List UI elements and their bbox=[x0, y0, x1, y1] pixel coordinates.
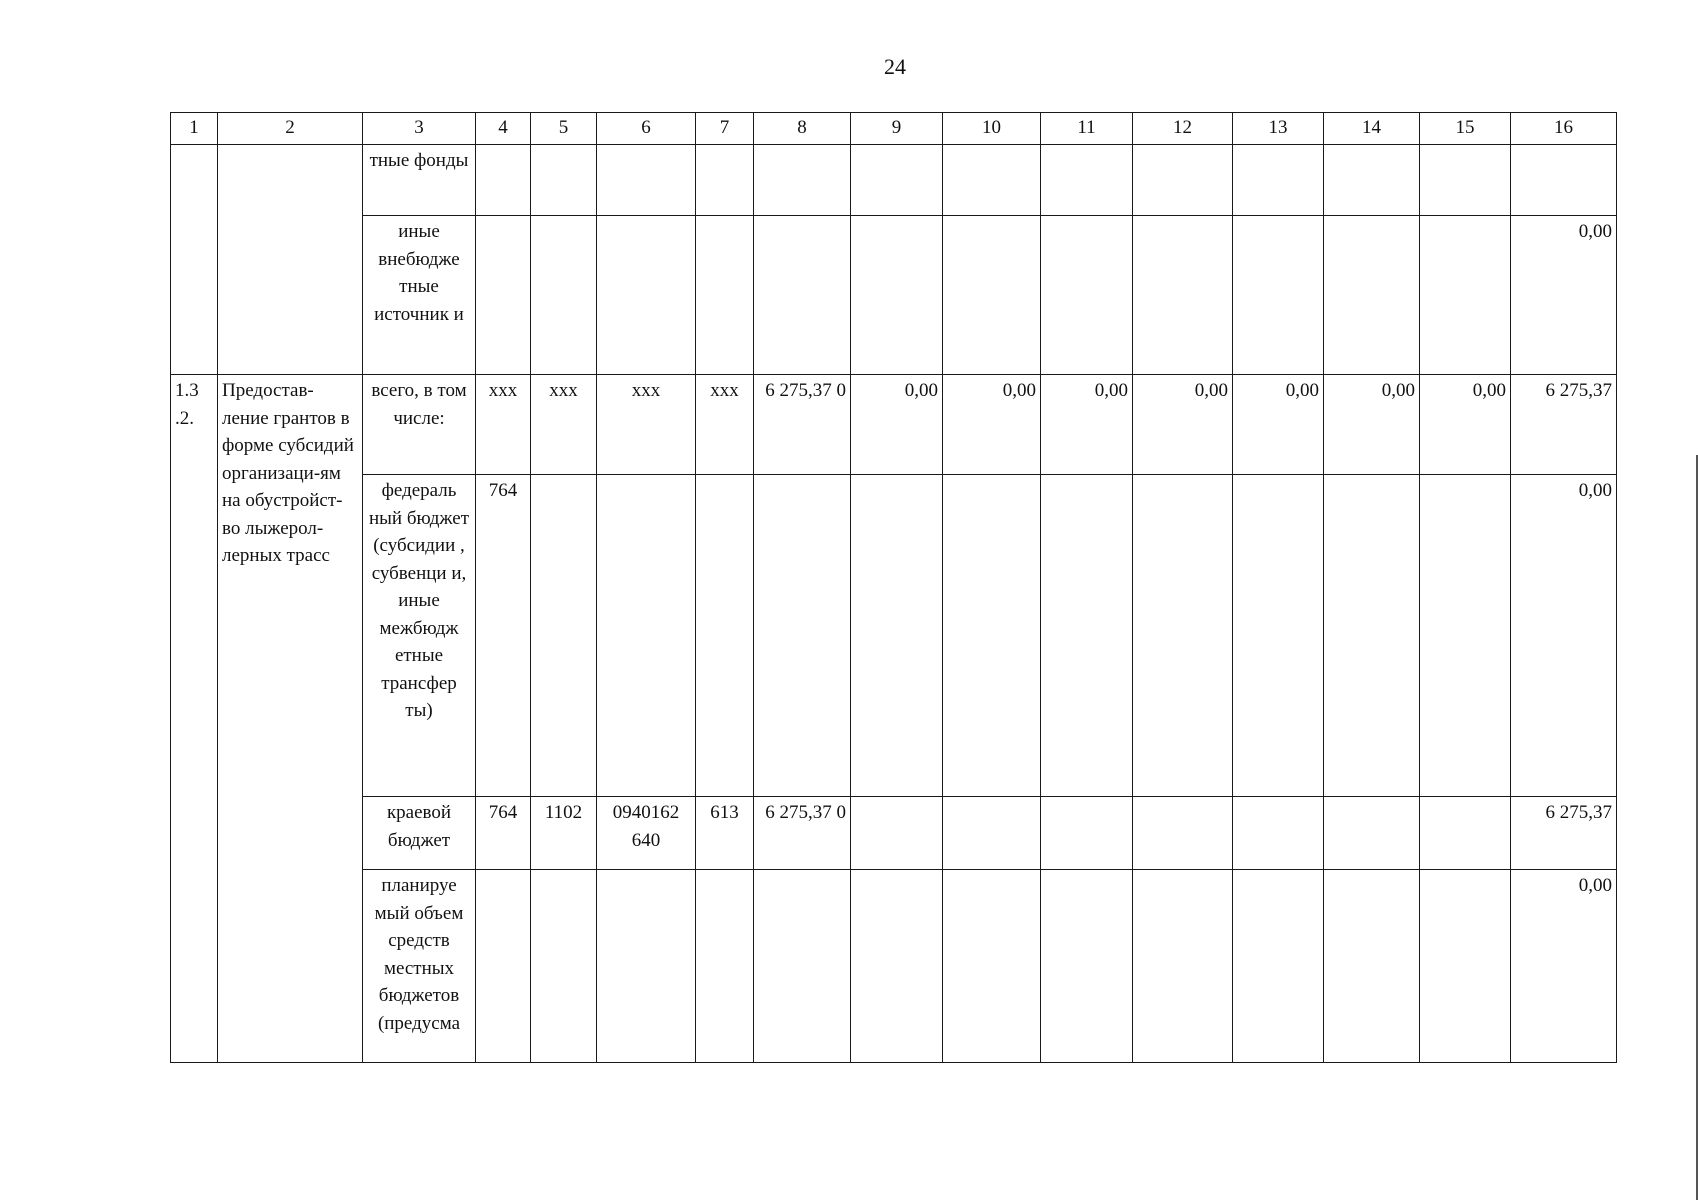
amount-cell: 0,00 bbox=[1041, 375, 1133, 475]
header-cell: 12 bbox=[1133, 113, 1233, 145]
amount-cell: 0,00 bbox=[851, 375, 943, 475]
total-cell: 6 275,37 bbox=[1511, 375, 1617, 475]
funding-source-cell: федераль ный бюджет (субсидии , субвенци и, иные межбюдж етные трансфер ты) bbox=[363, 475, 476, 797]
total-cell: 0,00 bbox=[1511, 870, 1617, 1063]
section-code-cell: 1102 bbox=[531, 797, 597, 870]
table-row bbox=[171, 375, 1617, 475]
amount-cell: 0,00 bbox=[943, 375, 1041, 475]
row-number-cell bbox=[171, 145, 218, 375]
header-cell: 5 bbox=[531, 113, 597, 145]
funding-source-cell: тные фонды bbox=[363, 145, 476, 216]
amount-cell: 6 275,37 0 bbox=[754, 375, 851, 475]
total-cell: 0,00 bbox=[1511, 475, 1617, 797]
header-cell: 16 bbox=[1511, 113, 1617, 145]
header-cell: 6 bbox=[597, 113, 696, 145]
admin-code-cell: 764 bbox=[476, 797, 531, 870]
header-cell: 4 bbox=[476, 113, 531, 145]
table-row bbox=[171, 216, 1617, 375]
header-cell: 3 bbox=[363, 113, 476, 145]
target-article-cell: ххх bbox=[597, 375, 696, 475]
funding-source-cell: краевой бюджет bbox=[363, 797, 476, 870]
budget-table bbox=[170, 112, 1617, 1063]
event-name-cell bbox=[218, 145, 363, 375]
header-cell: 7 bbox=[696, 113, 754, 145]
header-cell: 15 bbox=[1420, 113, 1511, 145]
table-row bbox=[171, 475, 1617, 797]
header-cell: 1 bbox=[171, 113, 218, 145]
amount-cell: 6 275,37 0 bbox=[754, 797, 851, 870]
funding-source-cell: планируе мый объем средств местных бюджетов (предусма bbox=[363, 870, 476, 1063]
table-row bbox=[171, 870, 1617, 1063]
table-header-row bbox=[171, 113, 1617, 145]
funding-source-cell: всего, в том числе: bbox=[363, 375, 476, 475]
target-article-cell: 0940162 640 bbox=[597, 797, 696, 870]
header-cell: 8 bbox=[754, 113, 851, 145]
admin-code-cell: 764 bbox=[476, 475, 531, 797]
header-cell: 9 bbox=[851, 113, 943, 145]
table-row bbox=[171, 797, 1617, 870]
amount-cell: 0,00 bbox=[1133, 375, 1233, 475]
header-cell: 14 bbox=[1324, 113, 1420, 145]
amount-cell: 0,00 bbox=[1324, 375, 1420, 475]
expense-type-cell: ххх bbox=[696, 375, 754, 475]
funding-source-cell: иные внебюдже тные источник и bbox=[363, 216, 476, 375]
header-cell: 10 bbox=[943, 113, 1041, 145]
header-cell: 13 bbox=[1233, 113, 1324, 145]
header-cell: 2 bbox=[218, 113, 363, 145]
header-cell: 11 bbox=[1041, 113, 1133, 145]
section-code-cell: ххх bbox=[531, 375, 597, 475]
table-row bbox=[171, 145, 1617, 216]
total-cell: 6 275,37 bbox=[1511, 797, 1617, 870]
total-cell: 0,00 bbox=[1511, 216, 1617, 375]
amount-cell: 0,00 bbox=[1420, 375, 1511, 475]
expense-type-cell: 613 bbox=[696, 797, 754, 870]
amount-cell: 0,00 bbox=[1233, 375, 1324, 475]
event-name-cell: Предостав-ление грантов в форме субсидий организаци-ям на обустройст-во лыжерол-лерных трасс bbox=[218, 375, 363, 1063]
page-number: 24 bbox=[884, 54, 906, 79]
admin-code-cell: ххх bbox=[476, 375, 531, 475]
row-number-cell: 1.3 .2. bbox=[171, 375, 218, 1063]
